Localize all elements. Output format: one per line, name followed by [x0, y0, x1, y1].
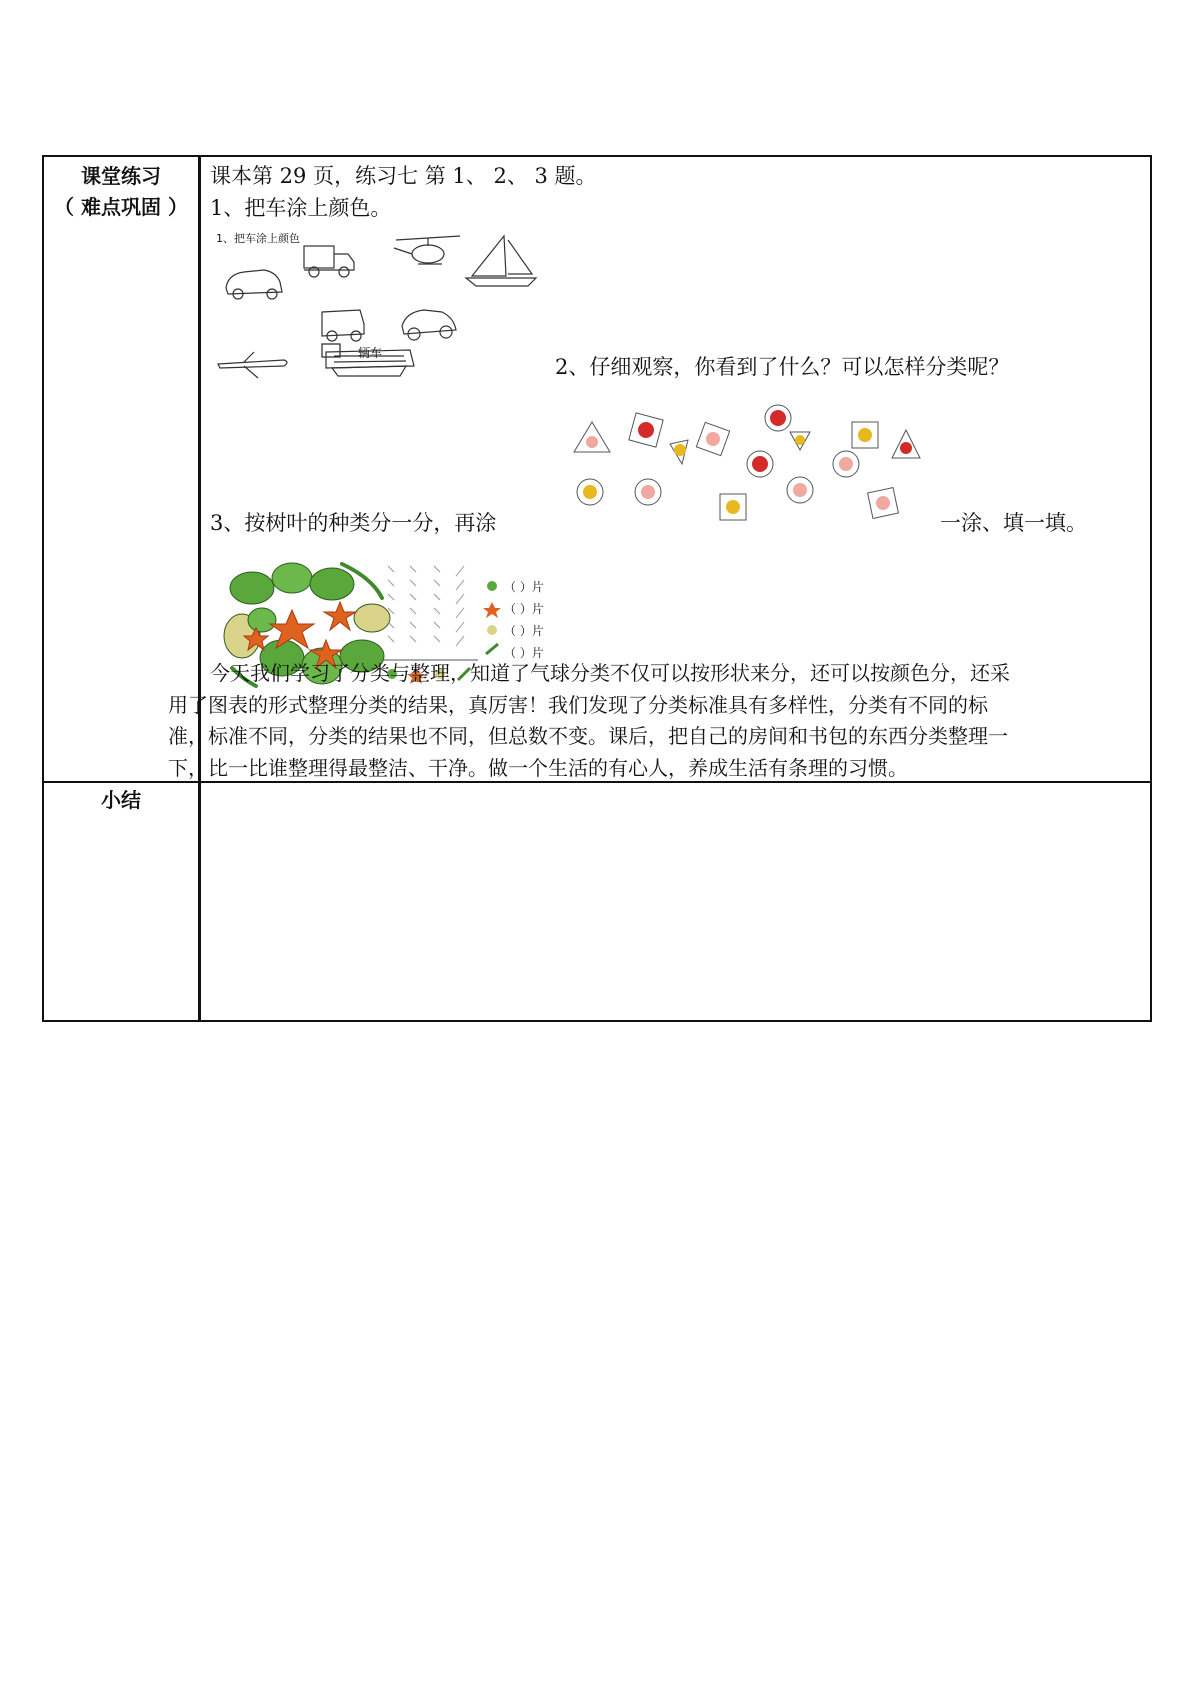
task3-text-right: 一涂、填一填。 [940, 511, 1087, 535]
summary-line: 下，比一比谁整理得最整洁、干净。做一个生活的有心人，养成生活有条理的习惯。 [168, 755, 908, 780]
vehicle-count-label: 辆车 [358, 346, 383, 360]
vehicles-drawing [214, 226, 544, 394]
row-label-practice [44, 161, 198, 223]
summary-line: 用了图表的形式整理分类的结果，真厉害！我们发现了分类标准具有多样性，分类有不同的标 [168, 692, 988, 717]
leaf-count-1: （ ）片 [504, 580, 544, 594]
summary-line: 准，标准不同，分类的结果也不同，但总数不变。课后，把自己的房间和书包的东西分类整理一 [168, 724, 1008, 748]
vehicles-figure [214, 226, 544, 394]
leaf-count-3: （ ）片 [504, 624, 544, 638]
fruits-figure [570, 402, 930, 522]
vehicles-caption: 1、把车涂上颜色 [216, 232, 300, 245]
task1-text: 1、把车涂上颜色。 [210, 196, 392, 220]
task3-text-left: 3、按树叶的种类分一分，再涂 [210, 511, 497, 535]
summary-line: 今天我们学习了分类与整理，知道了气球分类不仅可以按形状来分，还可以按颜色分，还采 [210, 661, 1010, 685]
row-label-line2: （ 难点巩固 ） [54, 195, 188, 219]
fruits-drawing [570, 402, 930, 522]
leaf-count-2: （ ）片 [504, 602, 544, 616]
summary-paragraph [168, 658, 1098, 784]
column-divider [198, 157, 201, 1020]
exercise-intro: 课本第 29 页，练习七 第 1、 2、 3 题。 [210, 164, 597, 188]
row-label-summary: 小结 [101, 788, 141, 812]
leaf-count-4: （ ）片 [504, 646, 544, 660]
task2-text: 2、仔细观察，你看到了什么？可以怎样分类呢？ [555, 355, 1010, 379]
row-label-line1: 课堂练习 [81, 164, 161, 188]
